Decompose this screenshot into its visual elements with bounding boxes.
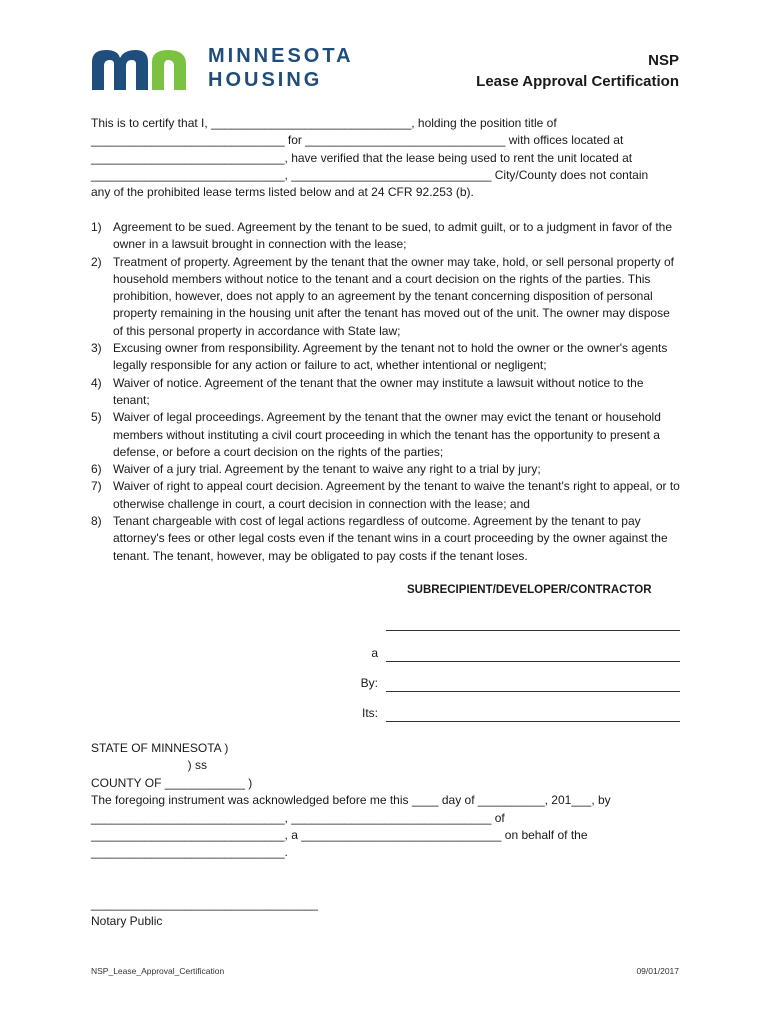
list-item [91,461,683,478]
list-item [91,409,683,461]
item-text: Waiver of legal proceedings. Agreement by the tenant that the owner may evict the tenant or household members without instituting a civil court proceeding in which the tenant has the opportunity to present a defense, or before a court decision on the rights of the parties; [113,410,661,459]
item-text: Waiver of notice. Agreement of the tenant that the owner may institute a lawsuit without notice to the tenant; [113,375,644,407]
mn-logo-icon [90,44,202,92]
notary-line: _____________________________, ______________________________ of [91,810,505,825]
intro-line: _____________________________ for ______________________________ with offices located at [91,133,624,148]
notary-line: STATE OF MINNESOTA ) [91,741,229,755]
notary-line: _____________________________, a ______________________________ on behalf of the [91,828,588,843]
item-number: 3) [91,341,102,356]
list-item [91,478,683,513]
notary-line: The foregoing instrument was acknowledged before me this ____ day of __________, 201___, by [91,793,611,808]
item-number: 8) [91,514,102,529]
notary-line: _____________________________. [91,845,288,860]
logo-text-line2: HOUSING [208,69,323,91]
signature-label: By: [360,676,378,690]
list-item [91,254,683,340]
logo-text-line1: MINNESOTA [208,45,354,67]
signature-row-its [330,704,680,722]
item-text: Waiver of right to appeal court decision. Agreement by the tenant to waive the tenant's right to appeal, or to otherwise challenge in court, a court decision in connection with the lease; and [113,479,680,511]
intro-line: any of the prohibited lease terms listed below and at 24 CFR 92.253 (b). [91,185,474,200]
certification-intro [91,115,681,201]
signature-line[interactable] [386,691,680,692]
notary-line: COUNTY OF ____________ ) [91,775,253,790]
item-text: Excusing owner from responsibility. Agreement by the tenant not to hold the owner or the owner's agents legally responsible for any action or failure to act, whether intentional or negligent; [113,341,668,373]
list-item [91,340,683,375]
intro-line: _____________________________, have verified that the lease being used to rent the unit located at [91,150,633,165]
notary-line: ) ss [91,758,208,773]
item-text: Treatment of property. Agreement by the tenant that the owner may take, hold, or sell personal property of household members without notice to the tenant and a court decision on the rights of the parties. This prohibition, however, does not apply to an agreement by the tenant concerning disposition of personal property remaining in the housing unit after the tenant has moved out of the unit. The owner may dispose of this personal property in accordance with State law; [113,254,674,338]
footer-filename: NSP_Lease_Approval_Certification [91,966,225,976]
item-number: 4) [91,375,102,390]
item-number: 1) [91,220,102,234]
item-text: Agreement to be sued. Agreement by the tenant to be sued, to admit guilt, or to a judgment in favor of the owner in a lawsuit brought in connection with the lease; [113,220,673,252]
item-number: 5) [91,410,102,425]
item-number: 2) [91,254,102,269]
item-text: Tenant chargeable with cost of legal actions regardless of outcome. Agreement by the tenant to pay attorney's fees or other legal costs even if the tenant wins in a court proceeding by the owner against the tenant. The tenant, however, may be obligated to pay costs if the tenant loses. [113,514,668,563]
signature-block-title: SUBRECIPIENT/DEVELOPER/CONTRACTOR [407,584,652,596]
header-title: Lease Approval Certification [476,73,679,90]
list-item [91,513,683,565]
prohibited-terms-list [91,219,683,565]
item-number: 7) [91,479,102,494]
footer-date: 09/01/2017 [636,966,679,976]
intro-line: _____________________________, ______________________________ City/County does not contain [91,167,649,182]
notary-signature-line[interactable]: __________________________________ [91,897,318,911]
header-program: NSP [648,52,679,69]
minnesota-housing-logo [90,44,380,94]
item-number: 6) [91,462,102,477]
document-header [476,50,679,92]
list-item [91,375,683,410]
list-item [91,219,683,254]
signature-line[interactable] [386,630,680,631]
notary-acknowledgment [91,740,681,862]
notary-public-label: Notary Public [91,914,163,928]
signature-line[interactable] [386,721,680,722]
intro-line: This is to certify that I, ______________________________, holding the position title of [91,116,557,130]
signature-row-entity [330,644,680,662]
signature-label: a [371,646,378,660]
signature-line[interactable] [386,661,680,662]
signature-label: Its: [361,706,378,720]
signature-row-by [330,674,680,692]
signature-row-name [330,613,680,631]
item-text: Waiver of a jury trial. Agreement by the tenant to waive any right to a trial by jury; [113,462,541,477]
